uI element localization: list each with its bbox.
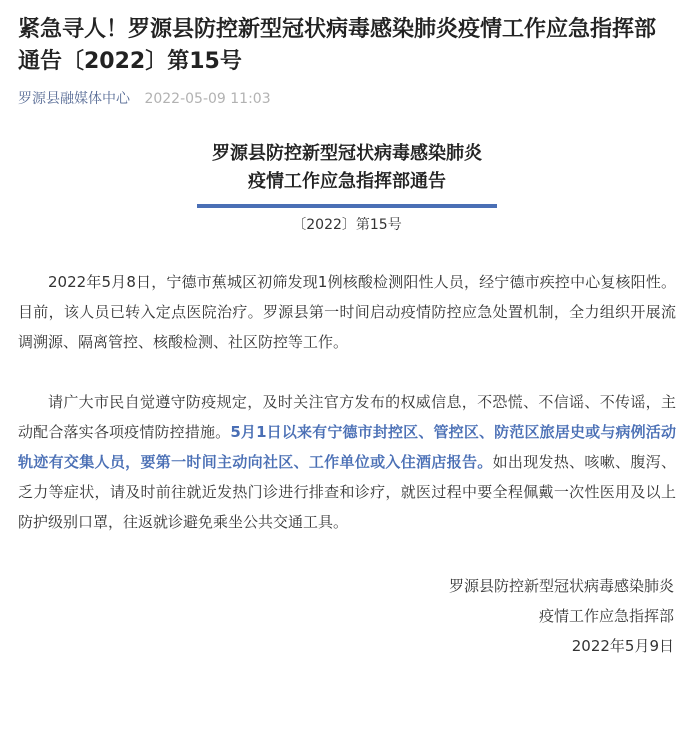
doc-number: 〔2022〕第15号: [292, 217, 402, 233]
notice-header: [18, 140, 676, 236]
heading-divider: [197, 204, 497, 208]
notice-heading-line2: 疫情工作应急指挥部通告: [248, 171, 446, 192]
signature-date: 2022年5月9日: [571, 637, 674, 655]
article-title: 紧急寻人！罗源县防控新型冠状病毒感染肺炎疫情工作应急指挥部通告〔2022〕第15号: [18, 17, 657, 74]
guidance-highlight: 5月1日以来有宁德市封控区、管控区、防范区旅居史或与病例活动轨迹有交集人员，要第一时间主动向社区、工作单位或入住酒店报告。: [18, 423, 676, 471]
paragraph-situation: 2022年5月8日，宁德市蕉城区初筛发现1例核酸检测阳性人员，经宁德市疾控中心复核阳性。目前，该人员已转入定点医院治疗。罗源县第一时间启动疫情防控应急处置机制，全力组织开展流调溯源、隔离管控、核酸检测、社区防控等工作。: [18, 273, 676, 351]
paragraph-guidance: [18, 387, 676, 537]
source-link[interactable]: 罗源县融媒体中心: [18, 91, 130, 107]
guidance-text-after: 如出现发热、咳嗽、腹泻、乏力等症状，请及时前往就近发热门诊进行排查和诊疗，就医过程中要全程佩戴一次性医用及以上防护级别口罩，往返就诊避免乘坐公共交通工具。: [18, 453, 676, 531]
guidance-text: 请广大市民自觉遵守防疫规定，及时关注官方发布的权威信息，不恐慌、不信谣、不传谣，主动配合落实各项疫情防控措施。: [18, 393, 676, 441]
signature-org-line2: 疫情工作应急指挥部: [538, 607, 674, 625]
notice-body: [18, 267, 676, 537]
article-meta: [18, 88, 676, 110]
signature-org-line1: 罗源县防控新型冠状病毒感染肺炎: [448, 577, 674, 595]
signature-block: [18, 571, 676, 661]
publish-time: 2022-05-09 11:03: [144, 91, 271, 107]
notice-heading-line1: 罗源县防控新型冠状病毒感染肺炎: [212, 143, 482, 164]
